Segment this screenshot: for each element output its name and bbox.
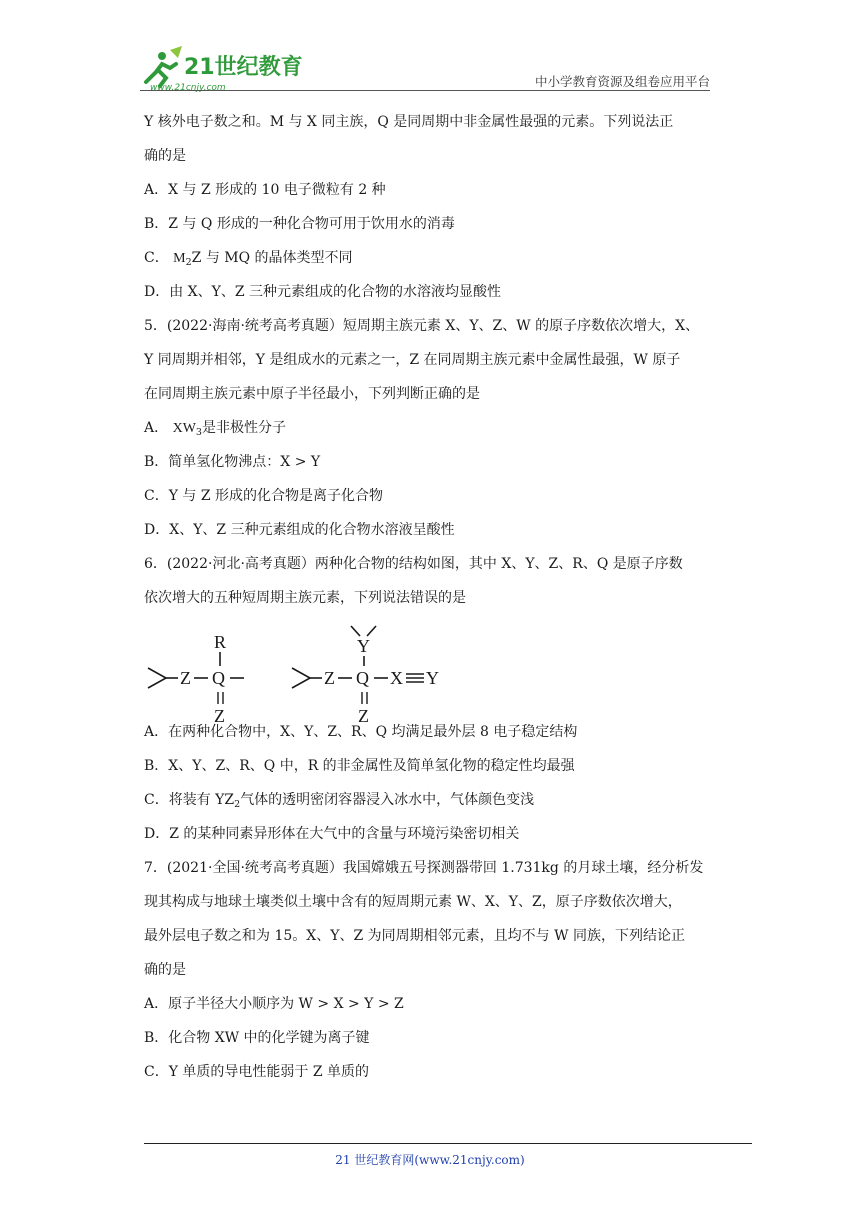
structure-figure	[144, 622, 724, 722]
structure-diagram	[144, 622, 474, 722]
atom-r: R	[214, 632, 227, 652]
question-5-line: 在同周期主族元素中原子半径最小，下列判断正确的是	[144, 386, 480, 402]
option-5d: D．X、Y、Z 三种元素组成的化合物水溶液呈酸性	[144, 522, 455, 538]
question-7-line: 7．(2021·全国·统考高考真题）我国嫦娥五号探测器带回 1.731kg 的月球土壤，经分析发	[144, 860, 704, 876]
atom-q: Q	[356, 668, 369, 688]
option-text: 气体的透明密闭容器浸入冰水中，气体颜色变浅	[240, 792, 535, 808]
text-line: Y 核外电子数之和。M 与 X 同主族，Q 是同周期中非金属性最强的元素。下列说法正	[144, 114, 674, 130]
question-7-line: 最外层电子数之和为 15。X、Y、Z 为同周期相邻元素，且均不与 W 同族，下列结论正	[144, 928, 685, 944]
atom-y: Y	[426, 668, 439, 688]
formula-m: M	[173, 251, 186, 266]
question-7-line: 现其构成与地球土壤类似土壤中含有的短周期元素 W、X、Y、Z，原子序数依次增大，	[144, 894, 682, 910]
logo-url-text: www.21cnjy.com	[150, 83, 226, 92]
option-7c: C．Y 单质的导电性能弱于 Z 单质的	[144, 1064, 370, 1080]
option-7b: B．化合物 XW 中的化学键为离子键	[144, 1030, 370, 1046]
option-6c	[144, 790, 724, 824]
runner-icon	[146, 46, 182, 86]
option-4d: D．由 X、Y、Z 三种元素组成的化合物的水溶液均显酸性	[144, 284, 502, 300]
footer-link[interactable]: 21 世纪教育网(www.21cnjy.com)	[335, 1153, 525, 1167]
option-text: C．将装有 YZ	[144, 792, 235, 808]
header-divider	[140, 90, 710, 91]
atom-z: Z	[214, 706, 225, 722]
option-5a	[144, 418, 724, 452]
formula-xw: XW	[172, 421, 196, 436]
option-text: Z 与 MQ 的晶体类型不同	[191, 250, 353, 266]
atom-z: Z	[358, 706, 369, 722]
atom-x: X	[390, 668, 403, 688]
option-6b: B．X、Y、Z、R、Q 中，R 的非金属性及简单氢化物的稳定性均最强	[144, 758, 575, 774]
option-6a: A．在两种化合物中，X、Y、Z、R、Q 均满足最外层 8 电子稳定结构	[144, 724, 578, 740]
atom-y: Y	[357, 636, 370, 656]
formula-subscript: 2	[234, 799, 241, 810]
logo-main-text: 21世纪教育	[184, 55, 303, 80]
option-5b: B．简单氢化物沸点：X > Y	[144, 454, 321, 470]
footer-divider	[144, 1143, 752, 1144]
option-7a: A．原子半径大小顺序为 W > X > Y > Z	[144, 996, 404, 1012]
compound-1	[148, 632, 244, 722]
compound-2	[292, 626, 439, 722]
site-logo	[140, 44, 310, 92]
text-line: 确的是	[144, 148, 186, 164]
question-6-line: 6．(2022·河北·高考真题）两种化合物的结构如图，其中 X、Y、Z、R、Q 是原子序数	[144, 556, 683, 572]
formula-subscript: 2	[185, 257, 192, 268]
question-6-line: 依次增大的五种短周期主族元素，下列说法错误的是	[144, 590, 466, 606]
option-4c	[144, 248, 724, 282]
option-4b: B．Z 与 Q 形成的一种化合物可用于饮用水的消毒	[144, 216, 455, 232]
header-platform-text: 中小学教育资源及组卷应用平台	[534, 74, 710, 89]
atom-q: Q	[212, 668, 225, 688]
option-label: A．	[144, 420, 169, 436]
atom-z: Z	[324, 668, 335, 688]
option-6d: D．Z 的某种同素异形体在大气中的含量与环境污染密切相关	[144, 826, 520, 842]
option-4a: A．X 与 Z 形成的 10 电子微粒有 2 种	[144, 182, 386, 198]
atom-z: Z	[180, 668, 191, 688]
question-7-line: 确的是	[144, 962, 186, 978]
question-5-line: 5．(2022·海南·统考高考真题）短周期主族元素 X、Y、Z、W 的原子序数依次增大，X、	[144, 318, 700, 334]
option-5c: C．Y 与 Z 形成的化合物是离子化合物	[144, 488, 384, 504]
option-text: 是非极性分子	[201, 420, 286, 436]
question-5-line: Y 同周期并相邻，Y 是组成水的元素之一，Z 在同周期主族元素中金属性最强，W 原子	[144, 352, 681, 368]
option-label: C．	[144, 250, 169, 266]
formula-subscript: 3	[195, 427, 202, 438]
document-body	[144, 112, 724, 1096]
